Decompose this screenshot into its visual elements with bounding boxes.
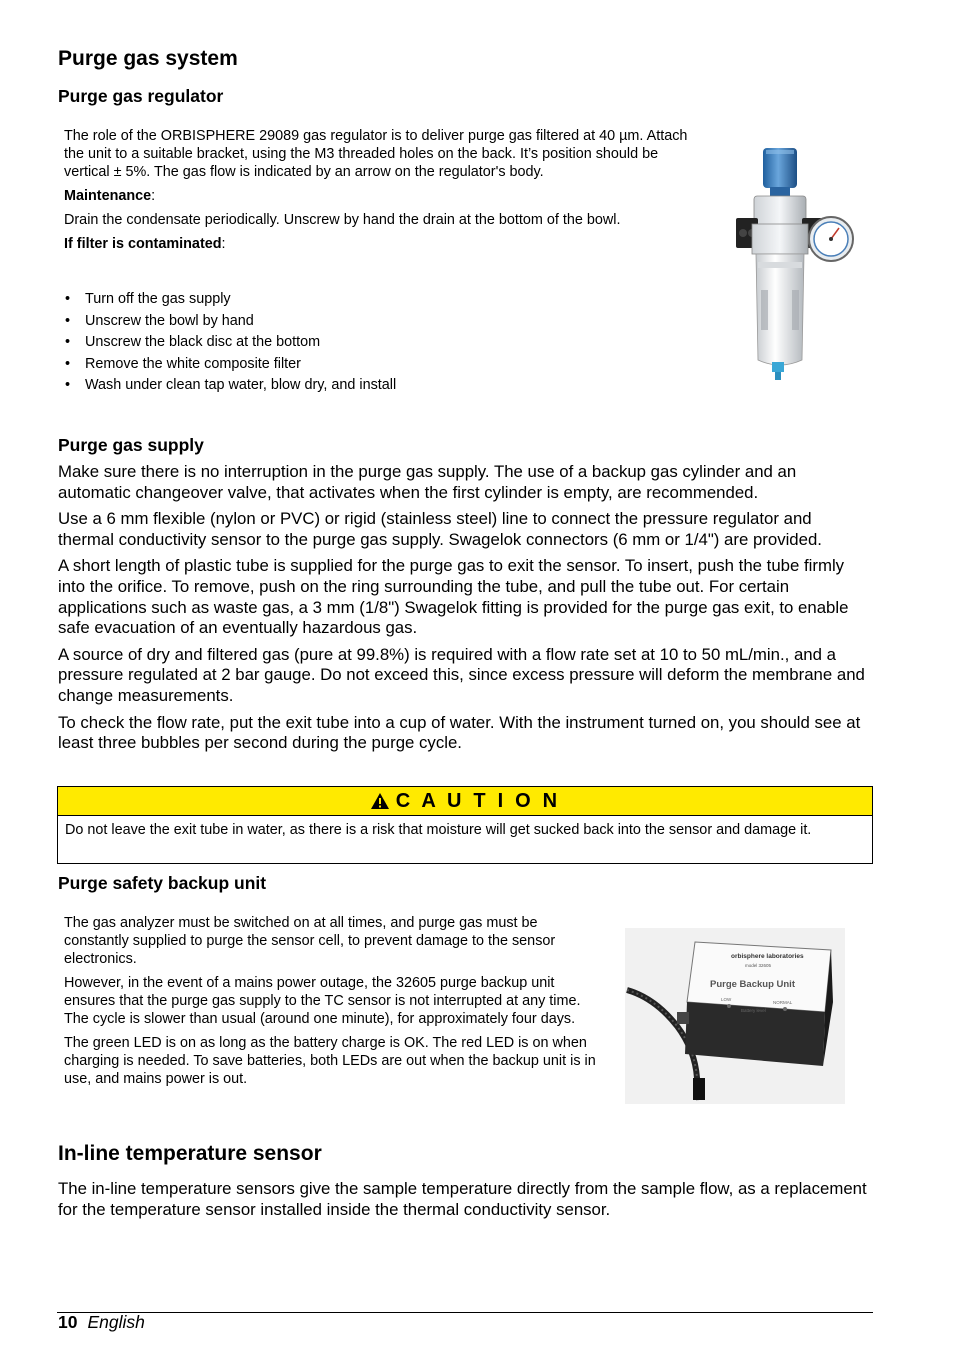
- heading-inline-temperature-sensor: In-line temperature sensor: [58, 1142, 322, 1165]
- caution-box: [57, 786, 873, 864]
- backup-paragraph: The gas analyzer must be switched on at all times, and purge gas must be constantly supplied to purge the sensor cell, to prevent damage to the sensor electronics.: [64, 915, 556, 967]
- backup-paragraph: However, in the event of a mains power outage, the 32605 purge backup unit ensures that the purge gas supply to the TC sensor is not interrupted at any time. The cycle is slower than usual (around one minute), for approximately four days.: [64, 975, 581, 1027]
- maintenance-text: Drain the condensate periodically. Unscrew by hand the drain at the bottom of the bowl.: [64, 212, 621, 228]
- device-model: model 32605: [745, 963, 772, 968]
- list-item: • Unscrew the black disc at the bottom: [64, 332, 664, 354]
- maintenance-line: Maintenance:: [64, 188, 156, 204]
- regulator-intro: The role of the ORBISPHERE 29089 gas regulator is to deliver purge gas filtered at 40 µm. Attach the unit to a suitable bracket, using the M3 threaded holes on the back. It’s position should be vertical ± 5%. The gas flow is indicated by an arrow on the regulator's body.: [64, 128, 688, 180]
- maintenance-label: Maintenance: [64, 188, 152, 204]
- supply-paragraph: A source of dry and filtered gas (pure at 99.8%) is required with a flow rate set at 10 to 50 mL/min., and a pressure regulated at 2 bar gauge. Do not exceed this, since excess pressure will deform the membrane and change measurements.: [58, 644, 865, 705]
- supply-paragraph: To check the flow rate, put the exit tube into a cup of water. With the instrument turned on, you should see at least three bubbles per second during the purge cycle.: [58, 712, 861, 753]
- list-item: • Unscrew the bowl by hand: [64, 311, 664, 333]
- heading-purge-gas-regulator: Purge gas regulator: [58, 86, 224, 106]
- heading-purge-safety-backup-unit: Purge safety backup unit: [58, 873, 267, 893]
- supply-paragraph: Make sure there is no interruption in the purge gas supply. The use of a backup gas cylinder and an automatic changeover valve, that activates when the first cylinder is empty, are recommended.: [58, 462, 797, 502]
- list-item: • Wash under clean tap water, blow dry, and install: [64, 375, 664, 397]
- caution-text: Do not leave the exit tube in water, as there is a risk that moisture will get sucked back into the sensor and damage it.: [65, 822, 812, 838]
- backup-section: [64, 914, 604, 1094]
- heading-purge-gas-system: Purge gas system: [58, 47, 238, 70]
- backup-paragraph: The green LED is on as long as the battery charge is OK. The red LED is on when charging is needed. To save batteries, both LEDs are out when the backup unit is in use, and mains power is out.: [64, 1035, 596, 1087]
- page-footer: [58, 1311, 145, 1333]
- footer-divider: [57, 1312, 873, 1313]
- device-brand: orbisphere laboratories: [731, 953, 804, 960]
- regulator-section: [64, 127, 696, 253]
- inline-text: The in-line temperature sensors give the sample temperature directly from the sample flow, as a replacement for the temperature sensor installed inside the thermal conductivity sensor.: [58, 1179, 867, 1219]
- gas-regulator-image: [728, 140, 858, 385]
- device-label: Purge Backup Unit: [710, 979, 795, 990]
- led-caption: Battery level: [741, 1008, 766, 1013]
- contaminated-line: If filter is contaminated:: [64, 236, 226, 252]
- supply-paragraph: A short length of plastic tube is supplied for the purge gas to exit the sensor. To insert, push the tube firmly into the orifice. To remove, push on the ring surrounding the tube, and pull the tube out. For certain applications such as waste gas, a 3 mm (1/8") Swagelok fitting is provided for the purge gas exit, to enable safe evacuation of an eventually hazardous gas.: [58, 556, 849, 638]
- caution-title: C A U T I O N: [395, 789, 561, 812]
- led-normal-label: NORMAL: [773, 1000, 793, 1005]
- caution-header: [58, 787, 872, 816]
- page-number: 10: [58, 1312, 78, 1332]
- heading-purge-gas-supply: Purge gas supply: [58, 435, 204, 455]
- warning-triangle-icon: [370, 792, 390, 810]
- supply-section: [58, 462, 872, 760]
- led-low-label: LOW: [721, 997, 732, 1002]
- list-item: • Turn off the gas supply: [64, 289, 664, 311]
- footer-language: English: [87, 1312, 145, 1332]
- list-item: • Remove the white composite filter: [64, 354, 664, 376]
- supply-paragraph: Use a 6 mm flexible (nylon or PVC) or rigid (stainless steel) line to connect the pressure regulator and thermal conductivity sensor to the purge gas supply. Swagelok connectors (6 mm or 1/4") are provided.: [58, 509, 822, 549]
- contaminated-label: If filter is contaminated: [64, 236, 222, 252]
- filter-steps-list: [64, 289, 664, 397]
- purge-backup-unit-image: [625, 928, 845, 1104]
